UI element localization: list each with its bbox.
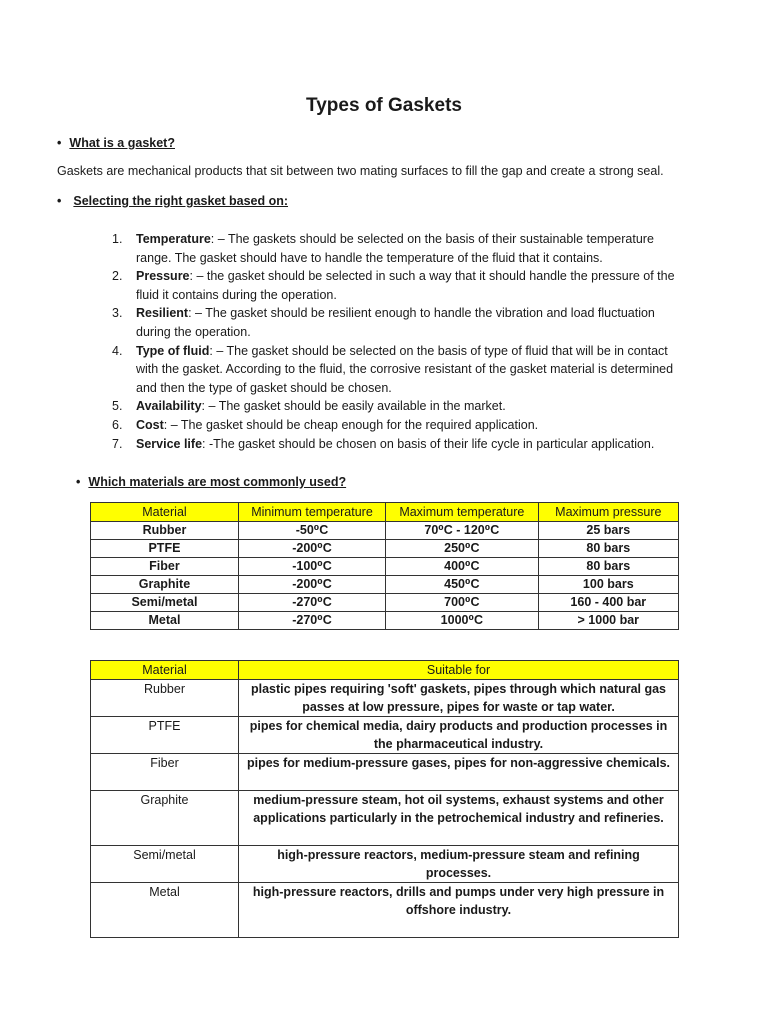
temperature-pressure-table [90,502,679,630]
table-cell: 160 - 400 bar [538,594,678,612]
table-cell-suitable: pipes for medium-pressure gases, pipes for non-aggressive chemicals. [239,754,679,791]
list-item-term: Resilient [136,306,189,321]
table-row [91,791,679,846]
table-cell-suitable: medium-pressure steam, hot oil systems, exhaust systems and other applications particularly in the petrochemical industry and refineries. [239,791,679,846]
list-item-text: : – The gasket should be selected on the basis of type of fluid that will be in contact with the gasket. According to the fluid, the corrosive resistant of the gasket material is determined and then the type of gasket should be chosen. [136,343,674,395]
table-cell: -270⁰C [238,612,385,630]
table-header-cell: Material [91,661,239,680]
table-cell: 80 bars [538,558,678,576]
list-item-term: Service life [136,436,203,451]
table-cell-suitable: high-pressure reactors, drills and pumps under very high pressure in offshore industry. [239,883,679,938]
list-number: 7. [112,436,123,451]
list-number: 2. [112,269,123,284]
list-item-text: : – The gasket should be easily available in the market. [201,399,506,414]
list-item [112,304,682,341]
table-cell-material: Semi/metal [91,846,239,883]
table-cell-material: Metal [91,883,239,938]
table-cell: -50⁰C [238,522,385,540]
table-row [91,522,679,540]
table-cell: -200⁰C [238,540,385,558]
list-item-text: : – The gaskets should be selected on the basis of their sustainable temperature range. The gasket should have to handle the temperature of the fluid that it contains. [136,232,654,265]
table-cell: PTFE [91,540,239,558]
list-item-term: Type of fluid [136,343,210,358]
table-cell: 80 bars [538,540,678,558]
table-cell: 1000⁰C [386,612,539,630]
table-row [91,594,679,612]
section-heading-selecting [57,194,288,208]
table-row [91,558,679,576]
list-number: 5. [112,399,123,414]
table-row [91,540,679,558]
list-item [112,230,682,267]
table-cell: Fiber [91,558,239,576]
table-cell: 25 bars [538,522,678,540]
table-cell: -100⁰C [238,558,385,576]
list-item-term: Availability [136,399,202,414]
list-number: 3. [112,306,123,321]
list-item-text: : – The gasket should be resilient enough to handle the vibration and load fluctuation during the operation. [136,306,655,339]
list-item-term: Pressure [136,269,190,284]
section-heading-text: Which materials are most commonly used? [88,475,347,489]
list-number: 1. [112,232,123,246]
section-heading-materials [76,475,346,489]
selection-criteria-list [112,230,682,453]
table-cell: 450⁰C [386,576,539,594]
table-cell-suitable: pipes for chemical media, dairy products and production processes in the pharmaceutical industry. [239,717,679,754]
table-cell-material: Graphite [91,791,239,846]
list-item-term: Cost [136,417,164,432]
table-cell: 100 bars [538,576,678,594]
table-header-cell: Maximum temperature [386,503,539,522]
table-cell: 700⁰C [386,594,539,612]
table-cell: Graphite [91,576,239,594]
list-number: 4. [112,343,123,358]
bullet-icon: • [76,475,81,489]
list-item-text: : -The gasket should be chosen on basis of their life cycle in particular application. [202,436,655,451]
table-row [91,754,679,791]
table-row [91,717,679,754]
table-cell: > 1000 bar [538,612,678,630]
table-row [91,680,679,717]
table-cell: Metal [91,612,239,630]
bullet-icon: • [57,136,62,150]
table-row [91,612,679,630]
table-cell-material: PTFE [91,717,239,754]
table-header-cell: Minimum temperature [238,503,385,522]
table-row [91,883,679,938]
table-cell-suitable: plastic pipes requiring 'soft' gaskets, pipes through which natural gas passes at low pressure, pipes for waste or tap water. [239,680,679,717]
list-item [112,435,682,454]
table-header-cell: Suitable for [239,661,679,680]
table-cell: 250⁰C [386,540,539,558]
list-item [112,342,682,398]
table-header-cell: Maximum pressure [538,503,678,522]
table-header-cell: Material [91,503,239,522]
list-item [112,397,682,416]
section-heading-text: Selecting the right gasket based on: [73,194,289,208]
table-cell-material: Rubber [91,680,239,717]
table-row [91,576,679,594]
list-item-text: : – the gasket should be selected in such a way that it should handle the pressure of the fluid it contains during the operation. [136,269,675,302]
page-title: Types of Gaskets [306,95,462,116]
table-cell: 70⁰C - 120⁰C [386,522,539,540]
section-heading-text: What is a gasket? [69,136,175,150]
table-row [91,846,679,883]
table-cell-suitable: high-pressure reactors, medium-pressure steam and refining processes. [239,846,679,883]
suitability-table [90,660,679,938]
table-cell: -270⁰C [238,594,385,612]
list-item [112,416,682,435]
gasket-definition: Gaskets are mechanical products that sit between two mating surfaces to fill the gap and create a strong seal. [57,164,664,178]
table-cell: Rubber [91,522,239,540]
section-heading-what-is-gasket [57,136,175,150]
list-item-term: Temperature [136,232,211,246]
list-item-text: : – The gasket should be cheap enough for the required application. [163,417,539,432]
table-cell: 400⁰C [386,558,539,576]
list-number: 6. [112,417,123,432]
table-cell: -200⁰C [238,576,385,594]
bullet-icon: • [57,194,62,208]
table-cell-material: Fiber [91,754,239,791]
table-cell: Semi/metal [91,594,239,612]
list-item [112,267,682,304]
